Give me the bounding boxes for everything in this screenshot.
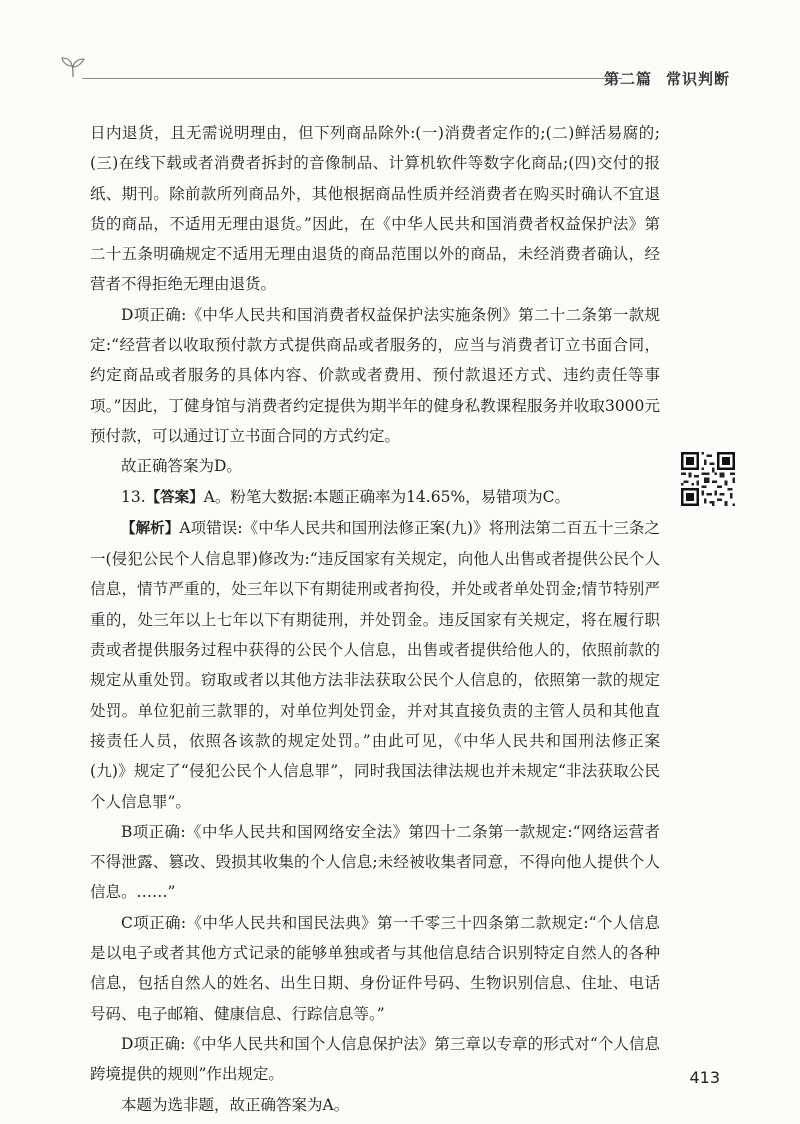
paragraph-option-c: C项正确:《中华人民共和国民法典》第一千零三十四条第二款规定:“个人信息是以电子或者其他方式记录的能够单独或者与其他信息结合识别特定自然人的各种信息，包括自然人的姓名、出生日期、身份证件号码、生物识别信息、住址、电话号码、电子邮箱、健康信息、行踪信息等。” [90, 913, 660, 1023]
sprout-icon [60, 56, 86, 78]
paragraph-option-b: B项正确:《中华人民共和国网络安全法》第四十二条第一款规定:“网络运营者不得泄露、篡改、毁损其收集的个人信息;未经被收集者同意，不得向他人提供个人信息。……” [90, 822, 660, 902]
header-title [604, 68, 730, 89]
page-body [90, 118, 660, 1120]
page-number: 413 [689, 1068, 720, 1087]
paragraph-continued: 日内退货，且无需说明理由，但下列商品除外:(一)消费者定作的;(二)鲜活易腐的;(三)在线下载或者消费者拆封的音像制品、计算机软件等数字化商品;(四)交付的报纸、期刊。除前款所列商品外，其他根据商品性质并经消费者在购买时确认不宜退货的商品，不适用无理由退货。”因此，在《中华人民共和国消费者权益保护法》第二十五条明确规定不适用无理由退货的商品范围以外的商品，未经消费者确认，经营者不得拒绝无理由退货。 [90, 124, 660, 294]
paragraph-option-d-2: D项正确:《中华人民共和国个人信息保护法》第三章以专章的形式对“个人信息跨境提供的规则”作出规定。 [90, 1034, 660, 1084]
paragraph-answer-12: 故正确答案为D。 [121, 457, 242, 476]
analysis-text: A项错误:《中华人民共和国刑法修正案(九)》将刑法第二百五十三条之一(侵犯公民个人信息罪)修改为:“违反国家有关规定，向他人出售或者提供公民个人信息，情节严重的，处三年以下有期徒刑或者拘役，并处或者单处罚金;情节特别严重的，处三年以上七年以下有期徒刑，并处罚金。违反国家有关规定，将在履行职责或者提供服务过程中获得的公民个人信息，出售或者提供给他人的，依照前款的规定从重处罚。窃取或者以其他方法非法获取公民个人信息的，依照第一款的规定处罚。单位犯前三款罪的，对单位判处罚金，并对其直接负责的主管人员和其他直接责任人员，依照各该款的规定处罚。”由此可见，《中华人民共和国刑法修正案(九)》规定了“侵犯公民个人信息罪”，同时我国法律法规也并未规定“非法获取公民个人信息罪”。 [90, 518, 661, 811]
answer-text: A。粉笔大数据:本题正确率为14.65%，易错项为C。 [203, 487, 571, 506]
header-section: 第二篇 [603, 70, 652, 88]
page-header [0, 0, 800, 100]
qr-code-icon[interactable] [681, 452, 735, 506]
header-chapter: 常识判断 [665, 70, 730, 88]
answer-tag: 【答案】 [145, 489, 204, 506]
paragraph-option-d: D项正确:《中华人民共和国消费者权益保护法实施条例》第二十二条第一款规定:“经营者以收取预付款方式提供商品或者服务的，应当与消费者订立书面合同，约定商品或者服务的具体内容、价款或者费用、预付款退还方式、违约责任等事项。”因此，丁健身馆与消费者约定提供为期半年的健身私教课程服务并收取3000元预付款，可以通过订立书面合同的方式约定。 [90, 305, 660, 445]
paragraph-conclusion: 本题为选非题，故正确答案为A。 [121, 1095, 350, 1114]
header-rule [82, 78, 622, 79]
paragraph-analysis [90, 513, 660, 817]
analysis-tag: 【解析】 [121, 520, 180, 537]
question-number: 13. [121, 487, 146, 506]
paragraph-answer-13 [90, 482, 660, 513]
